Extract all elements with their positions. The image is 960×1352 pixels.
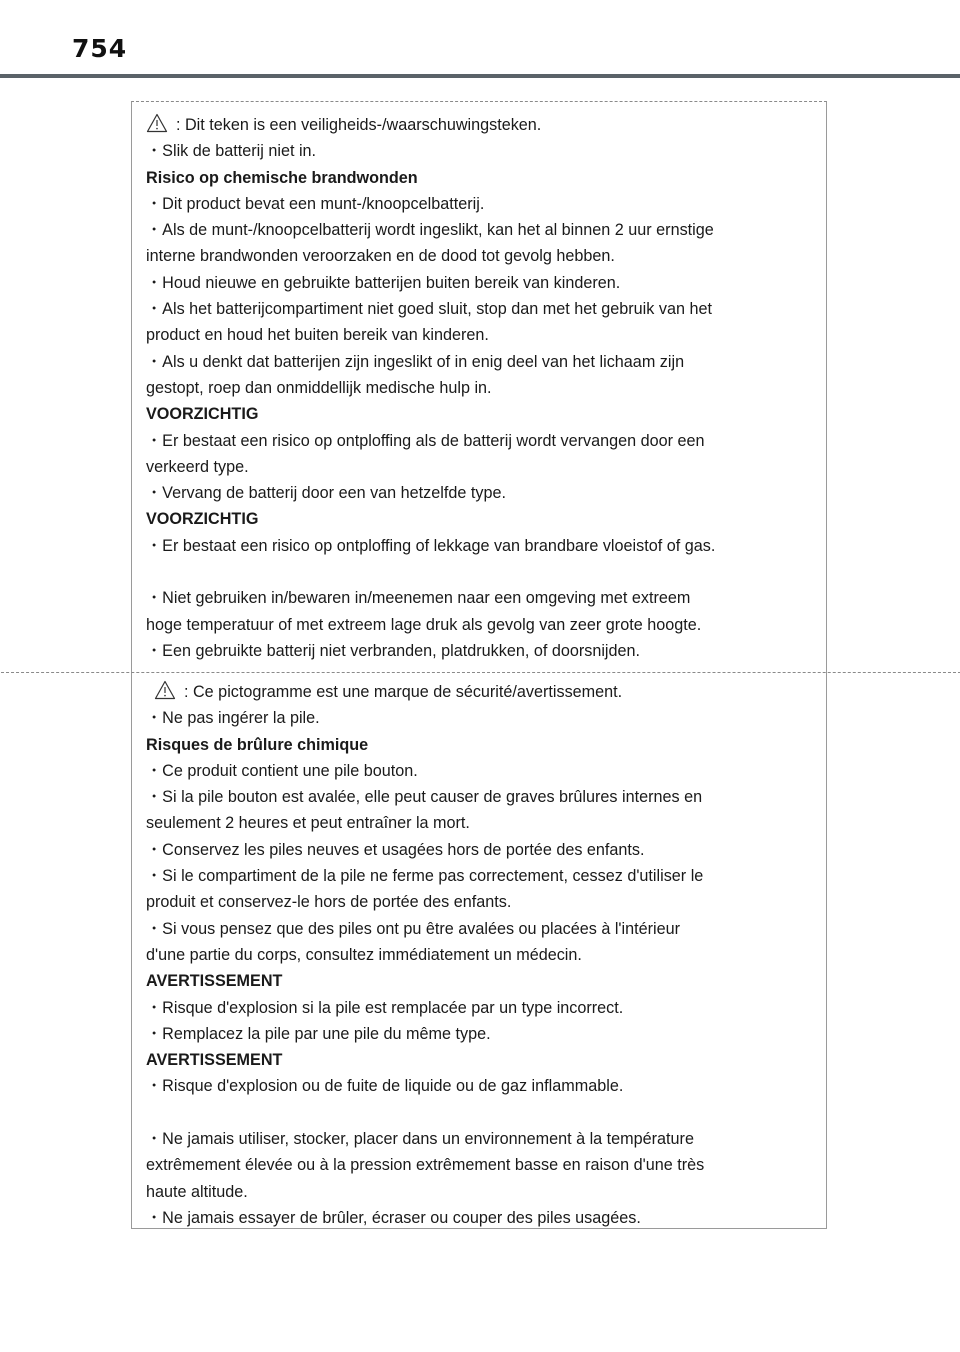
french-line: ・Risque d'explosion ou de fuite de liquide ou de gaz inflammable. (146, 1077, 624, 1096)
dutch-line: gestopt, roep dan onmiddellijk medische hulp in. (146, 378, 492, 397)
header-rule (0, 74, 960, 78)
dutch-line: ・Een gebruikte batterij niet verbranden, platdrukken, of doorsnijden. (146, 641, 641, 660)
french-line: ・Si la pile bouton est avalée, elle peut causer de graves brûlures internes en (146, 788, 703, 807)
section-divider (1, 672, 960, 673)
french-warning-symbol-text: : Ce pictogramme est une marque de sécurité/avertissement. (184, 683, 623, 701)
dutch-line: ・Houd nieuwe en gebruikte batterijen buiten bereik van kinderen. (146, 273, 621, 292)
french-line: ・Si le compartiment de la pile ne ferme pas correctement, cessez d'utiliser le (146, 867, 704, 886)
blank-line (146, 559, 816, 585)
dutch-line: ・Er bestaat een risico op ontploffing of lekkage van brandbare vloeistof of gas. (146, 536, 716, 555)
dutch-line: interne brandwonden veroorzaken en de dood tot gevolg hebben. (146, 247, 615, 266)
french-line: ・Ne pas ingérer la pile. (146, 709, 320, 728)
french-line: d'une partie du corps, consultez immédiatement un médecin. (146, 945, 582, 964)
page-header (0, 0, 960, 80)
dutch-warning-symbol-line (146, 112, 816, 138)
dutch-line: ・Als de munt-/knoopcelbatterij wordt ingeslikt, kan het al binnen 2 uur ernstige (146, 221, 714, 240)
page-number: 754 (72, 34, 128, 63)
battery-notice-box (131, 101, 827, 1229)
french-section (146, 679, 816, 1231)
dutch-line: ・Vervang de batterij door een van hetzelfde type. (146, 484, 506, 503)
dutch-line: ・Niet gebruiken in/bewaren in/meenemen naar een omgeving met extreem (146, 589, 691, 608)
dutch-line: ・Als het batterijcompartiment niet goed sluit, stop dan met het gebruik van het (146, 300, 712, 319)
dutch-heading-caution: VOORZICHTIG (146, 405, 259, 424)
french-line: extrêmement élevée ou à la pression extrêmement basse en raison d'une très (146, 1156, 705, 1175)
dutch-line: ・Als u denkt dat batterijen zijn ingeslikt of in enig deel van het lichaam zijn (146, 352, 685, 371)
french-heading-warning: AVERTISSEMENT (146, 1051, 283, 1070)
dutch-line: ・Slik de batterij niet in. (146, 142, 317, 161)
dutch-warning-symbol-text: : Dit teken is een veiligheids-/waarschuwingsteken. (176, 116, 542, 134)
french-line: ・Ne jamais utiliser, stocker, placer dans un environnement à la température (146, 1130, 694, 1149)
dutch-heading-caution: VOORZICHTIG (146, 510, 259, 529)
french-line: ・Remplacez la pile par une pile du même type. (146, 1024, 491, 1043)
french-line: ・Conservez les piles neuves et usagées hors de portée des enfants. (146, 840, 645, 859)
dutch-line: ・Dit product bevat een munt-/knoopcelbatterij. (146, 194, 485, 213)
dutch-section (146, 112, 816, 664)
dutch-line: product en houd het buiten bereik van kinderen. (146, 326, 489, 345)
french-heading-risk: Risques de brûlure chimique (146, 735, 369, 754)
dutch-line: ・Er bestaat een risico op ontploffing als de batterij wordt vervangen door een (146, 431, 705, 450)
dutch-line: verkeerd type. (146, 457, 249, 476)
french-line: seulement 2 heures et peut entraîner la mort. (146, 814, 470, 833)
french-line: ・Risque d'explosion si la pile est remplacée par un type incorrect. (146, 998, 624, 1017)
french-line: haute altitude. (146, 1182, 248, 1201)
french-line: ・Si vous pensez que des piles ont pu être avalées ou placées à l'intérieur (146, 919, 681, 938)
french-warning-symbol-line (146, 679, 816, 705)
french-line: ・Ce produit contient une pile bouton. (146, 761, 418, 780)
french-heading-warning: AVERTISSEMENT (146, 972, 283, 991)
warning-triangle-icon (154, 680, 176, 700)
warning-triangle-icon (146, 113, 168, 133)
blank-line (146, 1100, 816, 1126)
french-line: produit et conservez-le hors de portée des enfants. (146, 893, 512, 912)
french-line: ・Ne jamais essayer de brûler, écraser ou couper des piles usagées. (146, 1208, 641, 1227)
dutch-line: hoge temperatuur of met extreem lage druk als gevolg van zeer grote hoogte. (146, 615, 702, 634)
dutch-heading-risk: Risico op chemische brandwonden (146, 168, 418, 187)
